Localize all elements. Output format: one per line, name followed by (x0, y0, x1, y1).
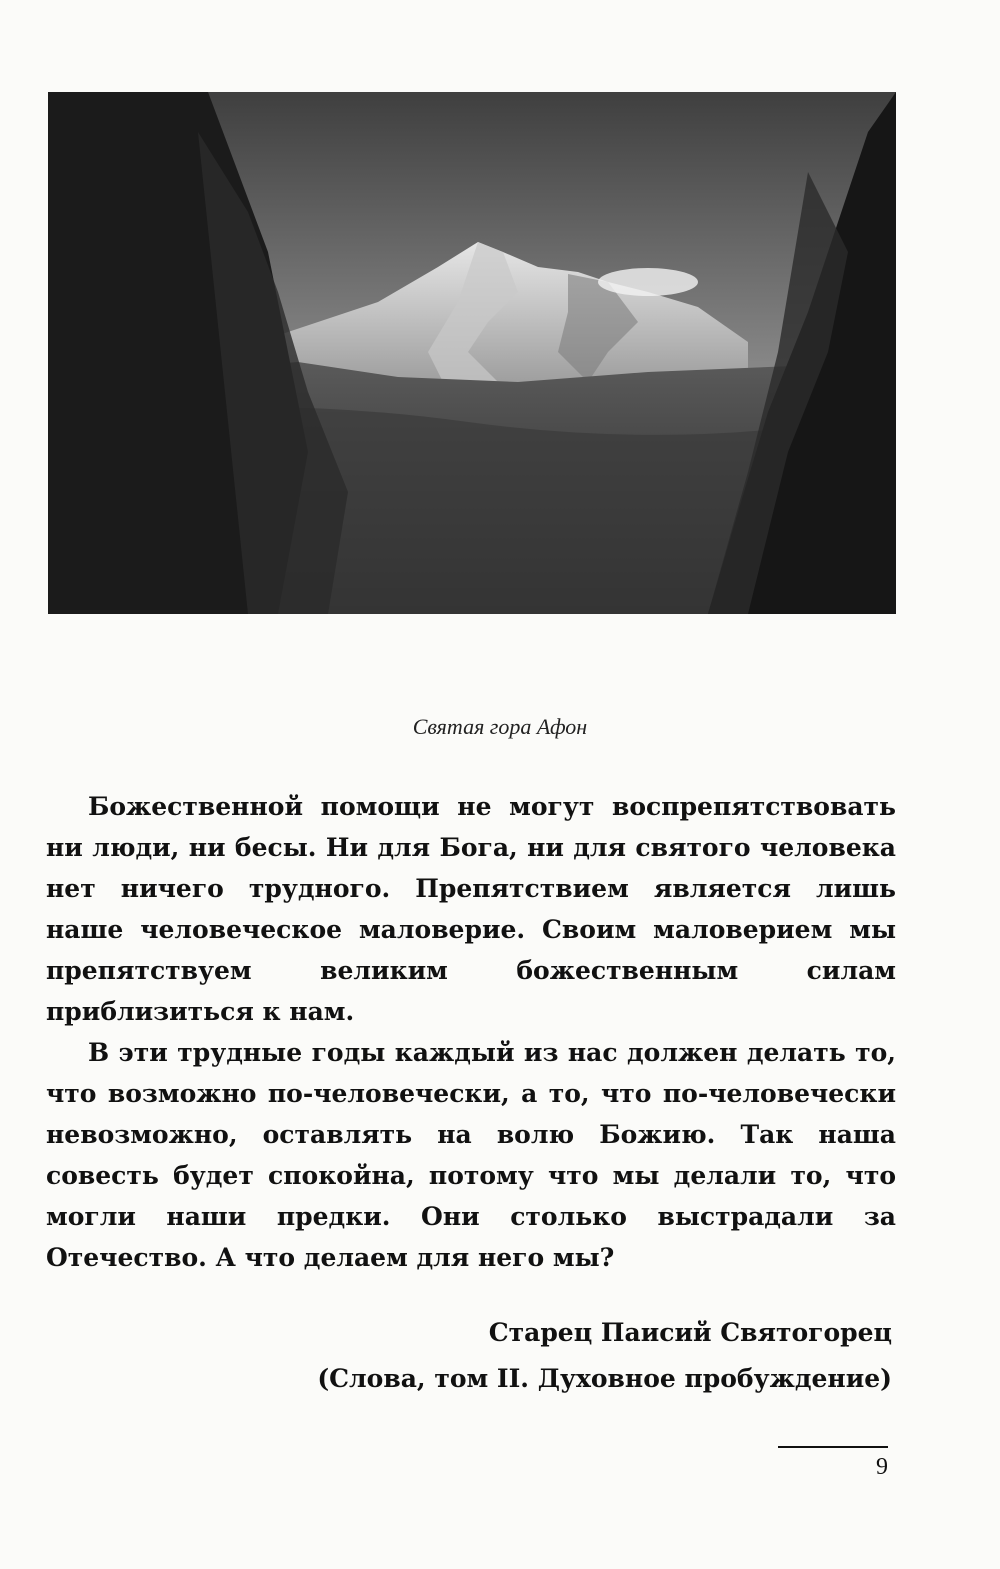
photo-caption: Святая гора Афон (412, 714, 588, 739)
attribution-source: (Слова, том II. Духовное пробуждение) (317, 1364, 892, 1393)
paragraph-2: В эти трудные годы каждый из нас должен делать то, что возможно по-человечески, а то, что по-человечески невозможно, оставлять на волю Божию. Так наша совесть будет спокойна, потому что мы делали то, что могли наши предки. Они столько выстрадали за Отечество. А что делаем для него мы? (46, 1038, 896, 1272)
attribution-author: Старец Паисий Святогорец (488, 1318, 892, 1347)
mountain-photo (48, 92, 896, 614)
footer-rule (778, 1446, 888, 1448)
attribution (317, 1310, 892, 1402)
mountain-forest-image (48, 92, 896, 614)
main-text (46, 786, 896, 1278)
paragraph-1: Божественной помощи не могут воспрепятствовать ни люди, ни бесы. Ни для Бога, ни для святого человека нет ничего трудного. Препятствием является лишь наше человеческое маловерие. Своим маловерием мы препятствуем великим божественным силам приблизиться к нам. (46, 792, 896, 1026)
page-number: 9 (876, 1454, 888, 1480)
